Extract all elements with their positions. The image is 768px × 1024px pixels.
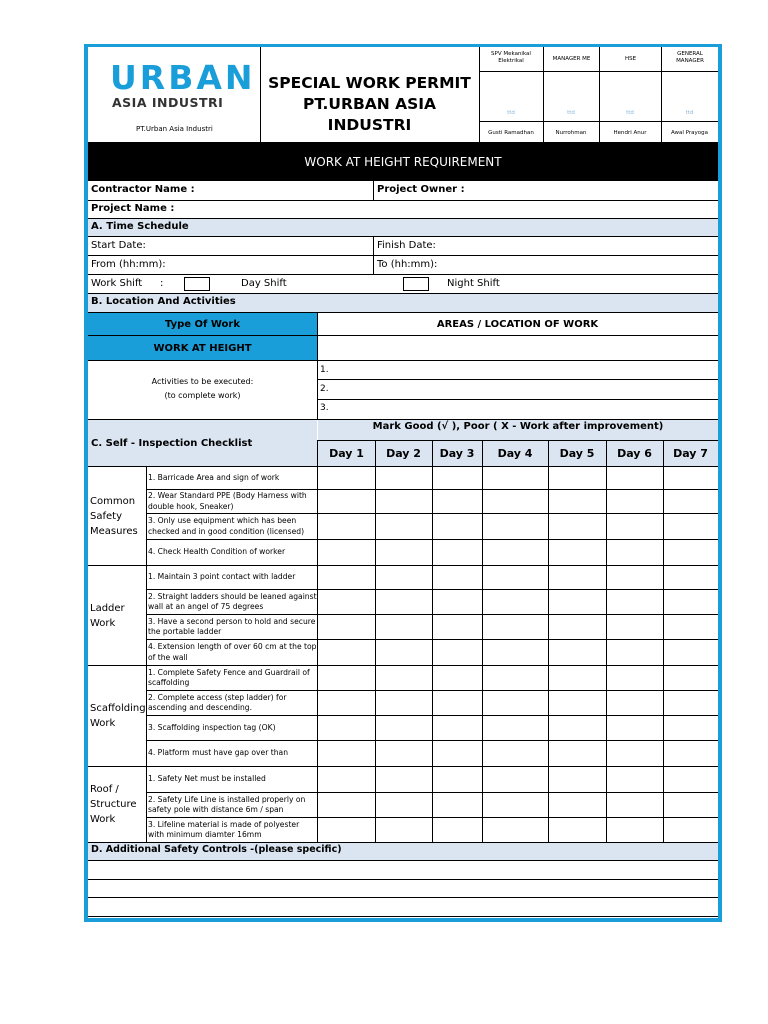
checklist-item: 3. Lifeline material is made of polyester with minimum diamter 16mm <box>148 819 300 839</box>
checklist-item: 4. Check Health Condition of worker <box>148 547 286 557</box>
activity-number: 2. <box>320 384 329 394</box>
day-shift-label: Day Shift <box>241 278 287 289</box>
banner-text: WORK AT HEIGHT REQUIREMENT <box>304 154 502 169</box>
project-owner-label: Project Owner : <box>377 184 465 195</box>
checklist-item: 2. Straight ladders should be leaned against wall at an angel of 75 degrees <box>148 591 317 611</box>
checklist-item: 3. Scaffolding inspection tag (OK) <box>148 722 276 732</box>
signature-mark: ttd <box>507 110 515 116</box>
checklist-item: 4. Platform must have gap over than <box>148 748 289 758</box>
contractor-name-label: Contractor Name : <box>91 184 195 195</box>
activities-label: Activities to be executed: (to complete work) <box>151 377 254 400</box>
checklist-item: 2. Wear Standard PPE (Body Harness with double hook, Sneaker) <box>148 491 307 511</box>
checklist-item: 1. Safety Net must be installed <box>148 774 266 784</box>
section-d-title: D. Additional Safety Controls -(please specific) <box>91 844 342 855</box>
work-shift-colon: : <box>160 278 164 289</box>
approver-name: Awal Prayoga <box>670 130 709 136</box>
permit-title-line2: PT.URBAN ASIA INDUSTRI <box>302 95 437 134</box>
day-header: Day 2 <box>386 447 421 460</box>
checklist-item: 2. Safety Life Line is installed properly on safety pole with distance 6m / span <box>148 794 306 814</box>
permit-title <box>260 73 479 136</box>
from-time-label: From (hh:mm): <box>91 259 166 270</box>
category-roof-structure-work: Roof / Structure Work <box>90 784 137 825</box>
checklist-item: 2. Complete access (step ladder) for ascending and descending. <box>148 692 287 712</box>
company-logo <box>110 58 256 110</box>
day-header: Day 4 <box>497 447 533 460</box>
night-shift-checkbox[interactable] <box>403 277 429 291</box>
section-b-title: B. Location And Activities <box>91 296 236 307</box>
category-scaffolding-work: Scaffolding Work <box>90 703 146 729</box>
checklist-item: 1. Maintain 3 point contact with ladder <box>148 572 296 582</box>
checklist-legend: Mark Good (√ ), Poor ( X - Work after improvement) <box>372 421 664 432</box>
to-time-label: To (hh:mm): <box>377 259 438 270</box>
approver-role-spv: SPV Mekanikal Elektrikal <box>491 51 531 64</box>
project-name-label: Project Name : <box>91 203 175 214</box>
approver-name: Nurrohman <box>555 130 587 136</box>
company-caption: PT.Urban Asia Industri <box>136 125 213 133</box>
approver-name: Gusti Ramadhan <box>488 130 534 136</box>
work-shift-label: Work Shift <box>91 278 143 289</box>
section-c-cell: C. Self - Inspection Checklist <box>88 420 317 466</box>
approver-name: Hendri Anur <box>613 130 647 136</box>
day-header: Day 5 <box>559 447 595 460</box>
start-date-label: Start Date: <box>91 240 146 251</box>
type-of-work-header: Type Of Work <box>88 313 317 335</box>
approver-role-gm: GENERAL MANAGER <box>676 51 704 64</box>
signature-mark: ttd <box>626 110 634 116</box>
day-header: Day 1 <box>329 447 364 460</box>
additional-controls-line[interactable] <box>88 861 718 879</box>
additional-controls-line[interactable] <box>88 898 718 916</box>
permit-title-line1: SPECIAL WORK PERMIT <box>268 74 471 92</box>
signature-mark: ttd <box>685 110 694 116</box>
category-common-safety: Common Safety Measures <box>90 495 138 537</box>
work-type-cell: WORK AT HEIGHT <box>88 336 317 360</box>
logo-subtitle: ASIA INDUSTRI <box>112 95 224 110</box>
night-shift-label: Night Shift <box>447 278 500 289</box>
areas-header: AREAS / LOCATION OF WORK <box>436 318 599 330</box>
approver-role-hse: HSE <box>624 56 637 62</box>
section-a-title: A. Time Schedule <box>91 221 189 232</box>
checklist-item: 3. Have a second person to hold and secure the portable ladder <box>148 616 316 636</box>
additional-controls-line[interactable] <box>88 880 718 897</box>
requirement-banner <box>88 143 718 180</box>
approver-role-manager-me: MANAGER ME <box>552 56 591 62</box>
day-header: Day 3 <box>439 447 475 460</box>
checklist-item: 1. Complete Safety Fence and Guardrail of scaffolding <box>148 667 310 687</box>
checklist-item: 4. Extension length of over 60 cm at the top of the wall <box>148 642 317 662</box>
activity-number: 3. <box>320 403 329 413</box>
day-header: Day 7 <box>673 447 708 460</box>
checklist-item: 1. Barricade Area and sign of work <box>148 472 280 482</box>
checklist-item: 3. Only use equipment which has been checked and in good condition (licensed) <box>148 516 305 536</box>
signature-mark: ttd <box>567 110 575 116</box>
permit-sheet <box>88 47 718 918</box>
finish-date-label: Finish Date: <box>377 240 436 251</box>
logo-word: URBAN <box>110 58 256 97</box>
day-header: Day 6 <box>617 447 652 460</box>
activity-number: 1. <box>320 365 329 375</box>
category-ladder-work: Ladder Work <box>90 602 125 629</box>
day-shift-checkbox[interactable] <box>184 277 210 291</box>
